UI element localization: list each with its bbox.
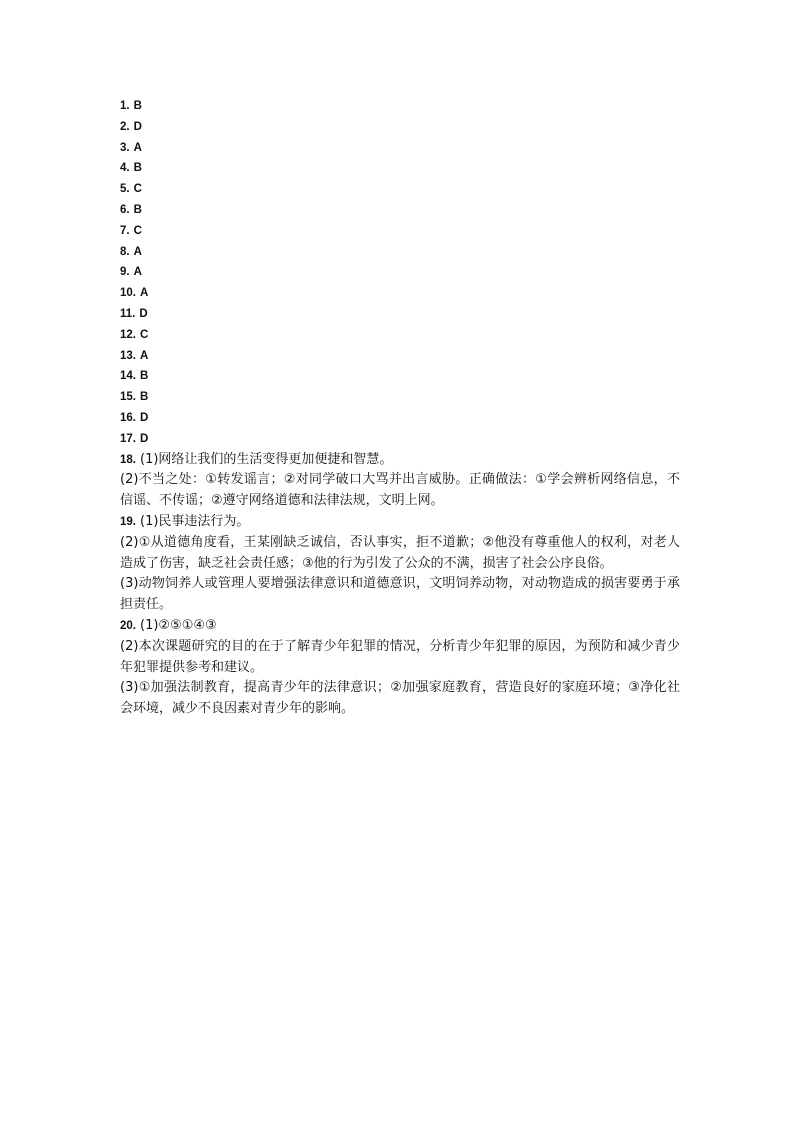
mc-answer-letter: C xyxy=(133,224,142,237)
mc-question-number: 16. xyxy=(120,411,136,424)
mc-answer-letter: A xyxy=(133,266,142,279)
mc-answer-row xyxy=(120,429,680,450)
mc-answer-letter: A xyxy=(140,349,149,362)
mc-question-number: 9. xyxy=(120,266,130,279)
mc-question-number: 15. xyxy=(120,391,136,404)
q20-part1 xyxy=(120,616,680,637)
mc-answer-letter: A xyxy=(133,141,142,154)
mc-question-number: 3. xyxy=(120,141,130,154)
q20-part1-text: (1)②⑤①④③ xyxy=(140,617,217,633)
q18-part1 xyxy=(120,450,680,471)
mc-answer-letter: C xyxy=(133,183,142,196)
mc-answer-row xyxy=(120,158,680,179)
mc-answer-row xyxy=(120,179,680,200)
mc-answer-letter: D xyxy=(140,432,149,445)
mc-question-number: 13. xyxy=(120,349,136,362)
mc-answer-letter: A xyxy=(140,287,149,300)
mc-answer-row xyxy=(120,262,680,283)
q20-number: 20. xyxy=(120,619,136,632)
q18-part1-text: (1)网络让我们的生活变得更加便捷和智慧。 xyxy=(140,451,393,467)
mc-answer-row xyxy=(120,408,680,429)
mc-answer-letter: B xyxy=(133,100,142,112)
mc-answer-row xyxy=(120,387,680,408)
mc-question-number: 11. xyxy=(120,307,136,320)
q18-part2: (2)不当之处：①转发谣言；②对同学破口大骂并出言威胁。正确做法：①学会辨析网络信息，不信谣、不传谣；②遵守网络道德和法律法规，文明上网。 xyxy=(120,472,680,509)
mc-question-number: 4. xyxy=(120,162,130,175)
q20-part3: (3)①加强法制教育，提高青少年的法律意识；②加强家庭教育，营造良好的家庭环境；③净化社会环境，减少不良因素对青少年的影响。 xyxy=(120,680,680,717)
mc-answer-letter: D xyxy=(133,120,142,133)
mc-question-number: 7. xyxy=(120,224,130,237)
mc-answer-row xyxy=(120,200,680,221)
q19-part2: (2)①从道德角度看，王某刚缺乏诚信，否认事实，拒不道歉；②他没有尊重他人的权利，对老人造成了伤害，缺乏社会责任感；③他的行为引发了公众的不满，损害了社会公序良俗。 xyxy=(120,534,680,571)
mc-answer-row xyxy=(120,138,680,159)
answer-list xyxy=(120,96,680,720)
mc-question-number: 6. xyxy=(120,203,130,216)
mc-answer-letter: B xyxy=(133,162,142,175)
mc-question-number: 14. xyxy=(120,370,136,383)
mc-answer-letter: C xyxy=(140,328,149,341)
mc-answer-letter: D xyxy=(139,307,148,320)
mc-answer-row xyxy=(120,304,680,325)
q19-number: 19. xyxy=(120,515,136,528)
mc-answer-row xyxy=(120,117,680,138)
q19-part3: (3)动物饲养人或管理人要增强法律意识和道德意识，文明饲养动物，对动物造成的损害要勇于承担责任。 xyxy=(120,576,680,613)
mc-answer-row xyxy=(120,346,680,367)
q19-part1-text: (1)民事违法行为。 xyxy=(140,513,250,529)
mc-question-number: 12. xyxy=(120,328,136,341)
mc-answer-row xyxy=(120,366,680,387)
mc-answer-row xyxy=(120,325,680,346)
mc-question-number: 1. xyxy=(120,100,130,112)
mc-answer-letter: B xyxy=(140,370,149,383)
multiple-choice-answers xyxy=(120,96,680,450)
q19-part1 xyxy=(120,512,680,533)
mc-answer-row xyxy=(120,242,680,263)
mc-question-number: 5. xyxy=(120,183,130,196)
mc-answer-letter: D xyxy=(140,411,149,424)
mc-answer-letter: A xyxy=(133,245,142,258)
q18-number: 18. xyxy=(120,453,136,466)
mc-question-number: 8. xyxy=(120,245,130,258)
question-20 xyxy=(120,616,680,720)
mc-answer-letter: B xyxy=(133,203,142,216)
mc-answer-letter: B xyxy=(140,391,149,404)
mc-answer-row xyxy=(120,221,680,242)
question-19 xyxy=(120,512,680,616)
mc-answer-row xyxy=(120,283,680,304)
mc-question-number: 2. xyxy=(120,120,130,133)
mc-answer-row xyxy=(120,96,680,117)
mc-question-number: 17. xyxy=(120,432,136,445)
q20-part2: (2)本次课题研究的目的在于了解青少年犯罪的情况，分析青少年犯罪的原因，为预防和减少青少年犯罪提供参考和建议。 xyxy=(120,638,680,675)
question-18 xyxy=(120,450,680,512)
mc-question-number: 10. xyxy=(120,287,136,300)
